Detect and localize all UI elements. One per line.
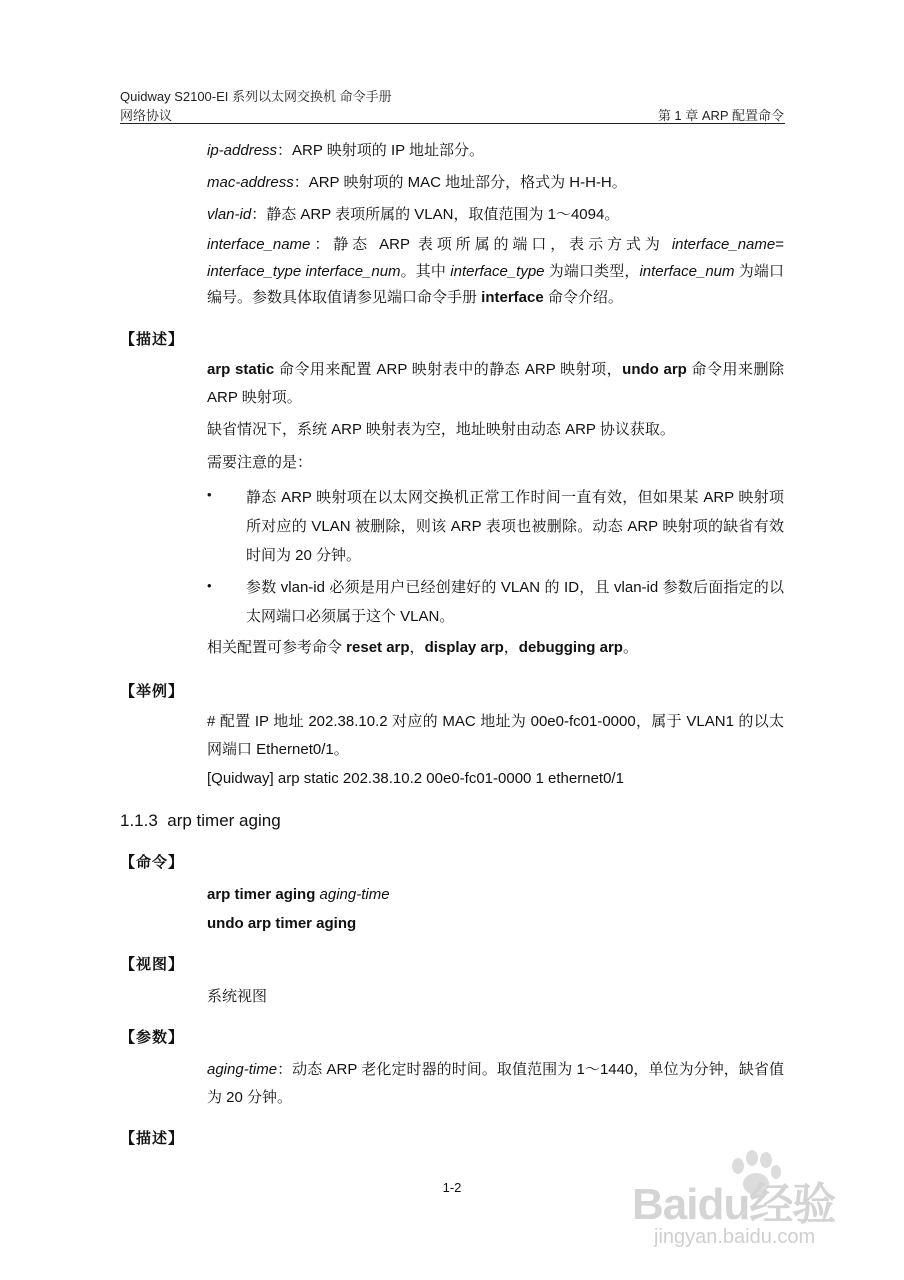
command-syntax: arp timer aging aging-time	[207, 886, 390, 903]
header-chapter: 第 1 章 ARP 配置命令	[657, 108, 784, 123]
section-label-command: 【命令】	[120, 854, 185, 871]
header-subtitle: 网络协议	[120, 108, 173, 123]
view-text: 系统视图	[207, 988, 268, 1005]
section-label-view: 【视图】	[120, 956, 185, 973]
watermark-logo: Baidu经验	[632, 1180, 836, 1229]
watermark	[624, 1148, 874, 1258]
section-heading: 1.1.3 arp timer aging	[120, 811, 281, 830]
section-label-description: 【描述】	[120, 331, 185, 348]
param-mac-address: mac-address：ARP 映射项的 MAC 地址部分，格式为 H-H-H。	[207, 174, 627, 191]
example-command: [Quidway] arp static 202.38.10.2 00e0-fc01-0000 1 ethernet0/1	[207, 770, 624, 787]
description-paragraph-3: 需要注意的是：	[207, 454, 313, 471]
page-number: 1-2	[442, 1180, 462, 1195]
param-ip-address: ip-address：ARP 映射项的 IP 地址部分。	[207, 142, 485, 159]
param-vlan-id: vlan-id：静态 ARP 表项所属的 VLAN，取值范围为 1～4094。	[207, 206, 620, 223]
related-commands: 相关配置可参考命令 reset arp，display arp，debugging arp。	[207, 639, 638, 656]
header-rule	[120, 123, 785, 124]
example-comment: # 配置 IP 地址 202.38.10.2 对应的 MAC 地址为 00e0-fc01-0000，属于 VLAN1 的以太网端口 Ethernet0/1。	[207, 713, 784, 758]
section-label-description-2: 【描述】	[120, 1130, 185, 1147]
section-label-example: 【举例】	[120, 683, 185, 700]
description-paragraph-2: 缺省情况下，系统 ARP 映射表为空，地址映射由动态 ARP 协议获取。	[207, 421, 675, 438]
list-item: 静态 ARP 映射项在以太网交换机正常工作时间一直有效，但如果某 ARP 映射项所对应的 VLAN 被删除，则该 ARP 表项也被删除。动态 ARP 映射项的缺省有效时间为 20 分钟。	[246, 489, 784, 564]
command-undo-syntax: undo arp timer aging	[207, 915, 357, 932]
watermark-url: jingyan.baidu.com	[654, 1226, 816, 1248]
bullet-icon: •	[207, 487, 212, 502]
header-title: Quidway S2100-EI 系列以太网交换机 命令手册	[120, 89, 392, 104]
description-paragraph-1: arp static 命令用来配置 ARP 映射表中的静态 ARP 映射项，undo arp 命令用来删除 ARP 映射项。	[207, 361, 785, 406]
section-label-parameters: 【参数】	[120, 1029, 185, 1046]
param-interface-name: interface_name：静态 ARP 表项所属的端口，表示方式为 interface_name= interface_type interface_num。其中 interface_type 为端口类型，interface_num 为端口编号。参数具体取值请参见端口命令手册 interface 命令介绍。	[207, 236, 785, 306]
bullet-icon: •	[207, 578, 212, 593]
param-aging-time: aging-time：动态 ARP 老化定时器的时间。取值范围为 1～1440，单位为分钟，缺省值为 20 分钟。	[207, 1061, 784, 1106]
list-item: 参数 vlan-id 必须是用户已经创建好的 VLAN 的 ID，且 vlan-id 参数后面指定的以太网端口必须属于这个 VLAN。	[246, 579, 784, 625]
